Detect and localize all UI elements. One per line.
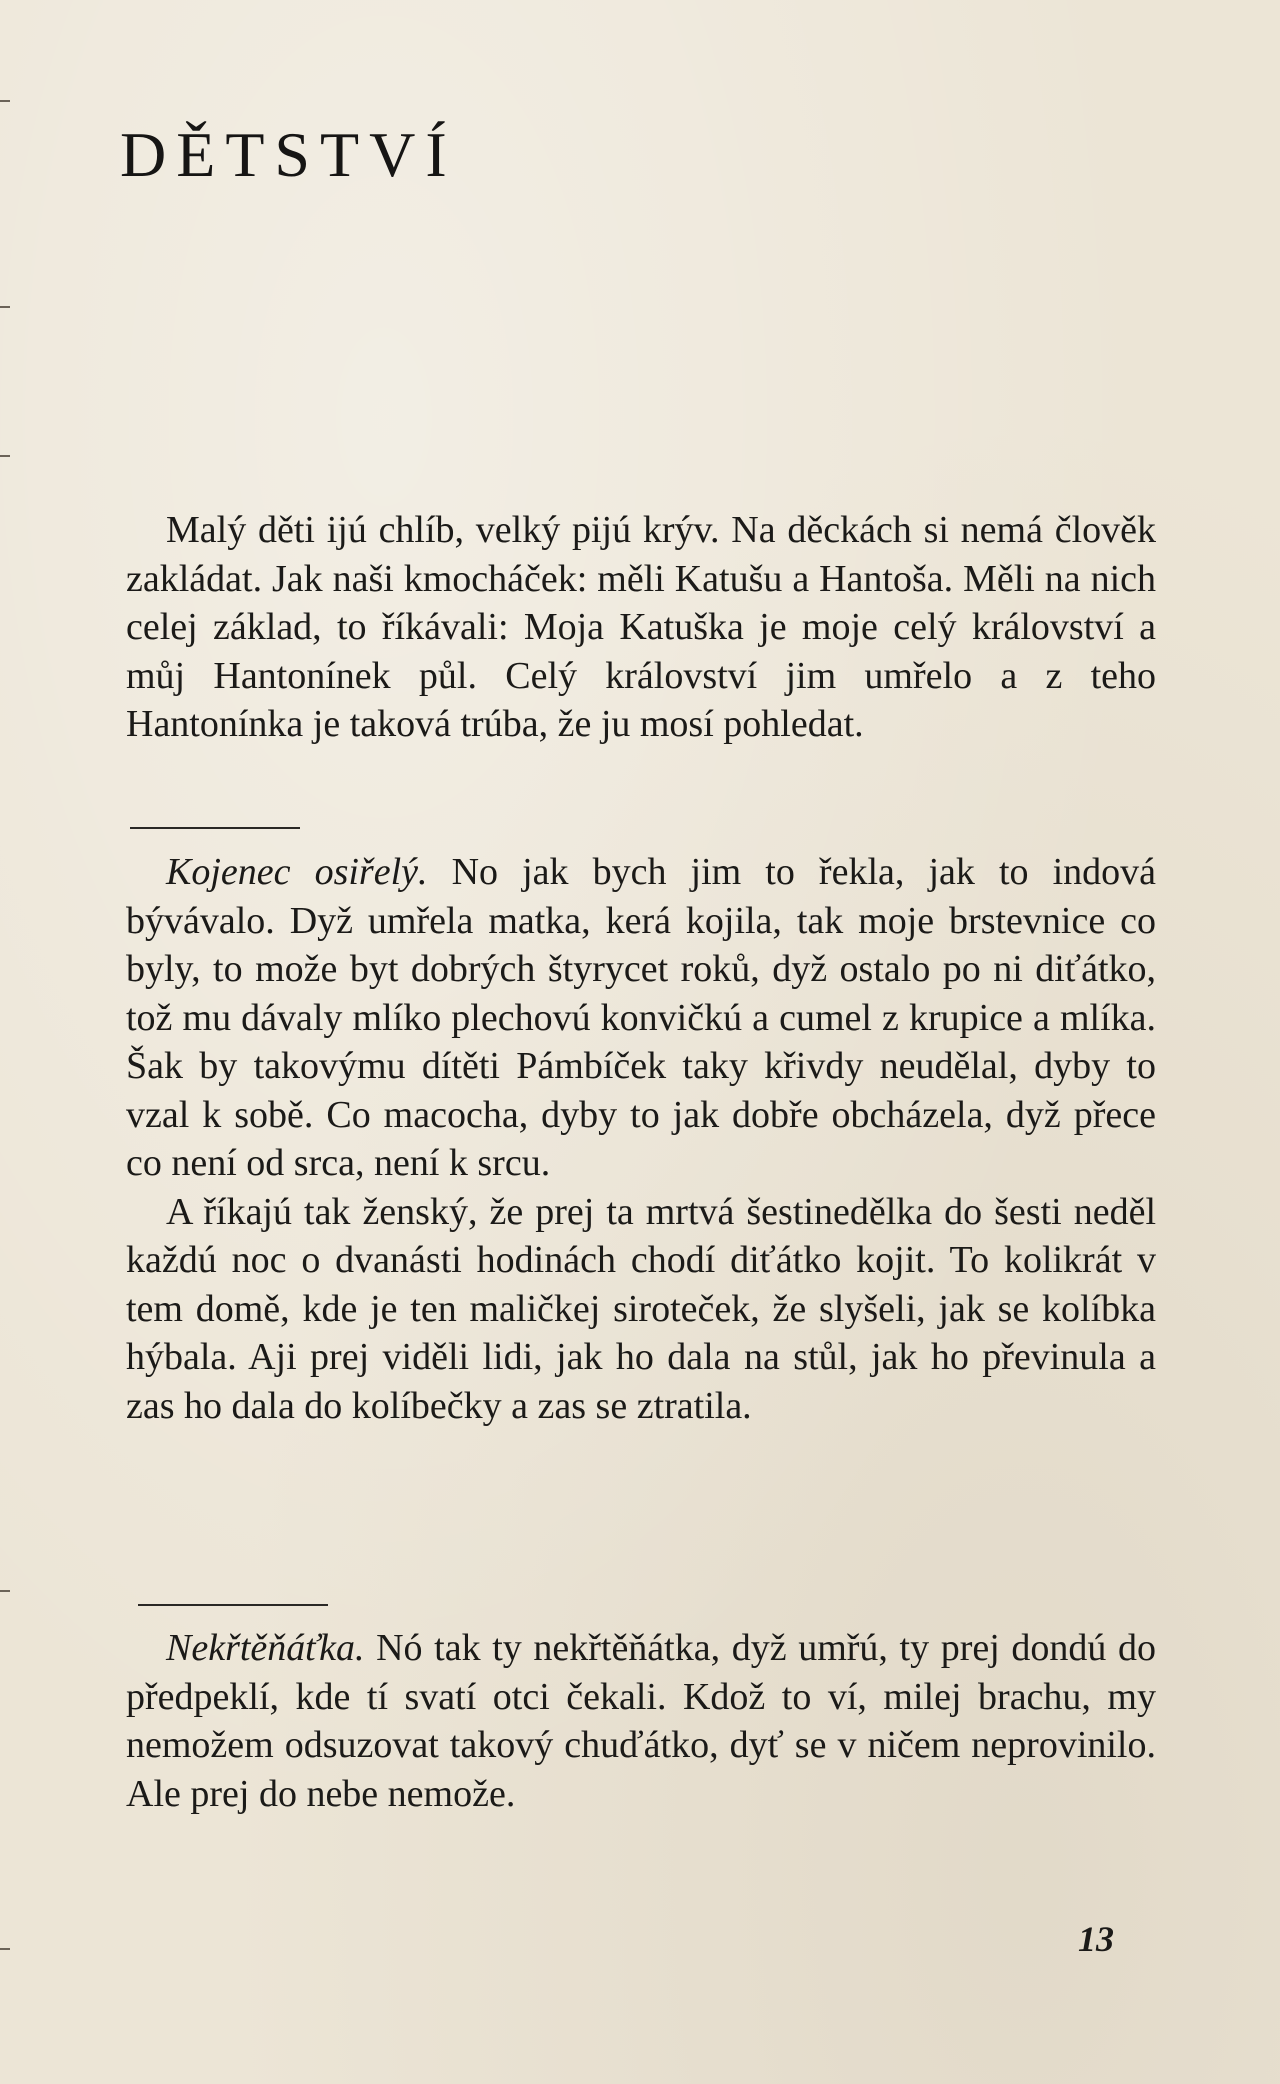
section-term: Nekřtěňáťka. [166, 1627, 365, 1669]
section-term: Kojenec osiřelý. [166, 851, 428, 893]
section-kojenec [126, 848, 1156, 1430]
section-kojenec-paragraph [126, 848, 1156, 1188]
section-text: No jak bych jim to řekla, jak to indová bývávalo. Dyž umřela matka, kerá kojila, tak moje brstevnice co byly, to može byt dobrých štyrycet roků, dyž ostalo po ni diťátko, tož mu dávaly mlíko plechovú konvičkú a cumel z krupice a mlíka. Šak by takovýmu dítěti Pámbíček taky křivdy neudělal, dyby to vzal k sobě. Co macocha, dyby to jak dobře obcházela, dyž přece co není od srca, není k srcu. [126, 851, 1157, 1184]
section-nekrtenatka-paragraph [126, 1624, 1156, 1818]
page-edge-mark [0, 1948, 10, 1950]
section-kojenec-paragraph-2: A říkajú tak ženský, že prej ta mrtvá šestinedělka do šesti neděl každú noc o dvanásti hodinách chodí diťátko kojit. To kolikrát v tem domě, kde je ten maličkej siroteček, že slyšeli, jak se kolíbka hýbala. Aji prej viděli lidi, jak ho dala na stůl, jak ho převinula a zas ho dala do kolíbečky a zas se ztratila. [126, 1190, 1156, 1427]
paragraph-1-text: Malý děti ijú chlíb, velký pijú krýv. Na děckách si nemá člověk zakládat. Jak naši kmocháček: měli Katušu a Hantoša. Měli na nich celej základ, to říkávali: Moja Katuška je moje celý království a můj Hantonínek půl. Celý království jim umřelo a z teho Hantonínka je taková trúba, že ju mosí pohledat. [126, 509, 1156, 745]
paragraph-1 [126, 506, 1156, 749]
chapter-title: DĚTSTVÍ [120, 119, 457, 190]
page-edge-mark [0, 306, 10, 308]
section-divider [130, 827, 300, 829]
section-nekrtenatka [126, 1624, 1156, 1818]
page-number: 13 [1078, 1919, 1114, 1959]
page-edge-mark [0, 100, 10, 102]
page-edge-mark [0, 1590, 10, 1592]
page-edge-mark [0, 455, 10, 457]
section-divider [138, 1604, 328, 1606]
section-text: Nó tak ty nekřtěňátka, dyž umřú, ty prej dondú do předpeklí, kde tí svatí otci čekali. Kdož to ví, milej brachu, my nemožem odsuzovat takový chuďátko, dyť se v ničem neprovinilo. Ale prej do nebe nemože. [126, 1627, 1156, 1815]
